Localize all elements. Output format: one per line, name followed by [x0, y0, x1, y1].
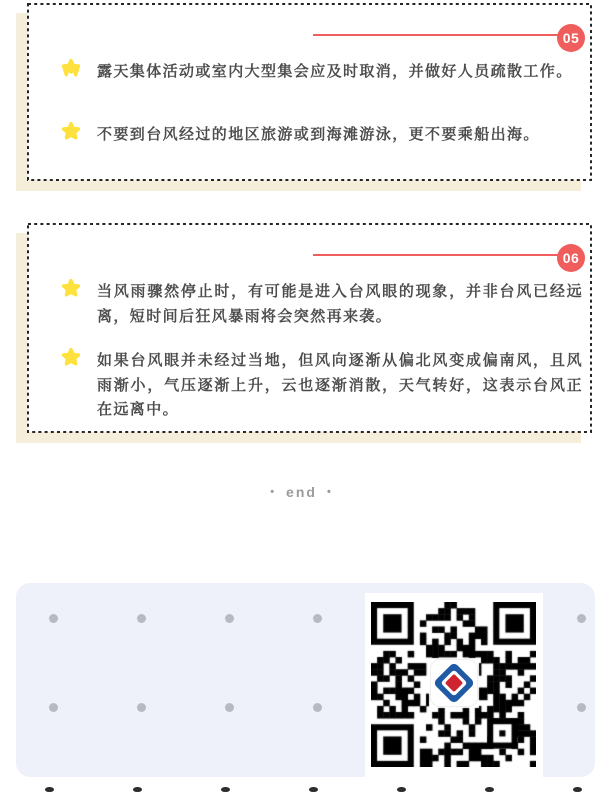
decor-dot	[225, 614, 234, 623]
footer-decor-card	[16, 583, 595, 777]
end-right-dot: •	[326, 486, 333, 498]
tip-card-06	[27, 223, 592, 433]
star-bullet-icon	[61, 347, 81, 367]
bullet-text: 当风雨骤然停止时，有可能是进入台风眼的现象，并非台风已经远离，短时间后狂风暴雨将会突然再来袭。	[97, 283, 583, 325]
end-marker	[0, 484, 603, 500]
star-bullet-icon	[61, 58, 81, 78]
section-number-badge: 05	[557, 24, 585, 52]
decor-dot-dark	[397, 787, 406, 792]
decor-dot	[225, 703, 234, 712]
decor-dot	[313, 614, 322, 623]
tip-card-body	[27, 3, 592, 181]
bullet-text: 不要到台风经过的地区旅游或到海滩游泳，更不要乘船出海。	[97, 126, 540, 143]
end-label: end	[286, 484, 317, 500]
decor-dot	[49, 614, 58, 623]
qr-code	[365, 593, 543, 777]
decor-dot-dark	[133, 787, 142, 792]
bullet-text: 如果台风眼并未经过当地，但风向逐渐从偏北风变成偏南风，且风雨渐小，气压逐渐上升，云也逐渐消散，天气转好，这表示台风正在远离中。	[97, 352, 583, 418]
decor-dot	[137, 703, 146, 712]
decor-dot-dark	[221, 787, 230, 792]
dashed-border	[27, 3, 592, 181]
decor-dot	[137, 614, 146, 623]
tip-card-body	[27, 223, 592, 433]
star-bullet-icon	[61, 121, 81, 141]
bullet-text: 露天集体活动或室内大型集会应及时取消，并做好人员疏散工作。	[97, 63, 573, 80]
decor-dot-dark	[573, 787, 582, 792]
decor-dot-dark	[309, 787, 318, 792]
decor-dot-dark	[485, 787, 494, 792]
section-number-badge: 06	[557, 244, 585, 272]
decor-dot	[577, 614, 586, 623]
badge-connector-line	[313, 34, 561, 36]
star-bullet-icon	[61, 278, 81, 298]
decor-dot	[313, 703, 322, 712]
tip-card-05	[27, 3, 592, 181]
decor-dot-dark	[45, 787, 54, 792]
decor-dot	[49, 703, 58, 712]
end-left-dot: •	[270, 486, 277, 498]
badge-connector-line	[313, 254, 561, 256]
decor-dot	[577, 703, 586, 712]
qr-center-logo-icon	[431, 660, 477, 706]
